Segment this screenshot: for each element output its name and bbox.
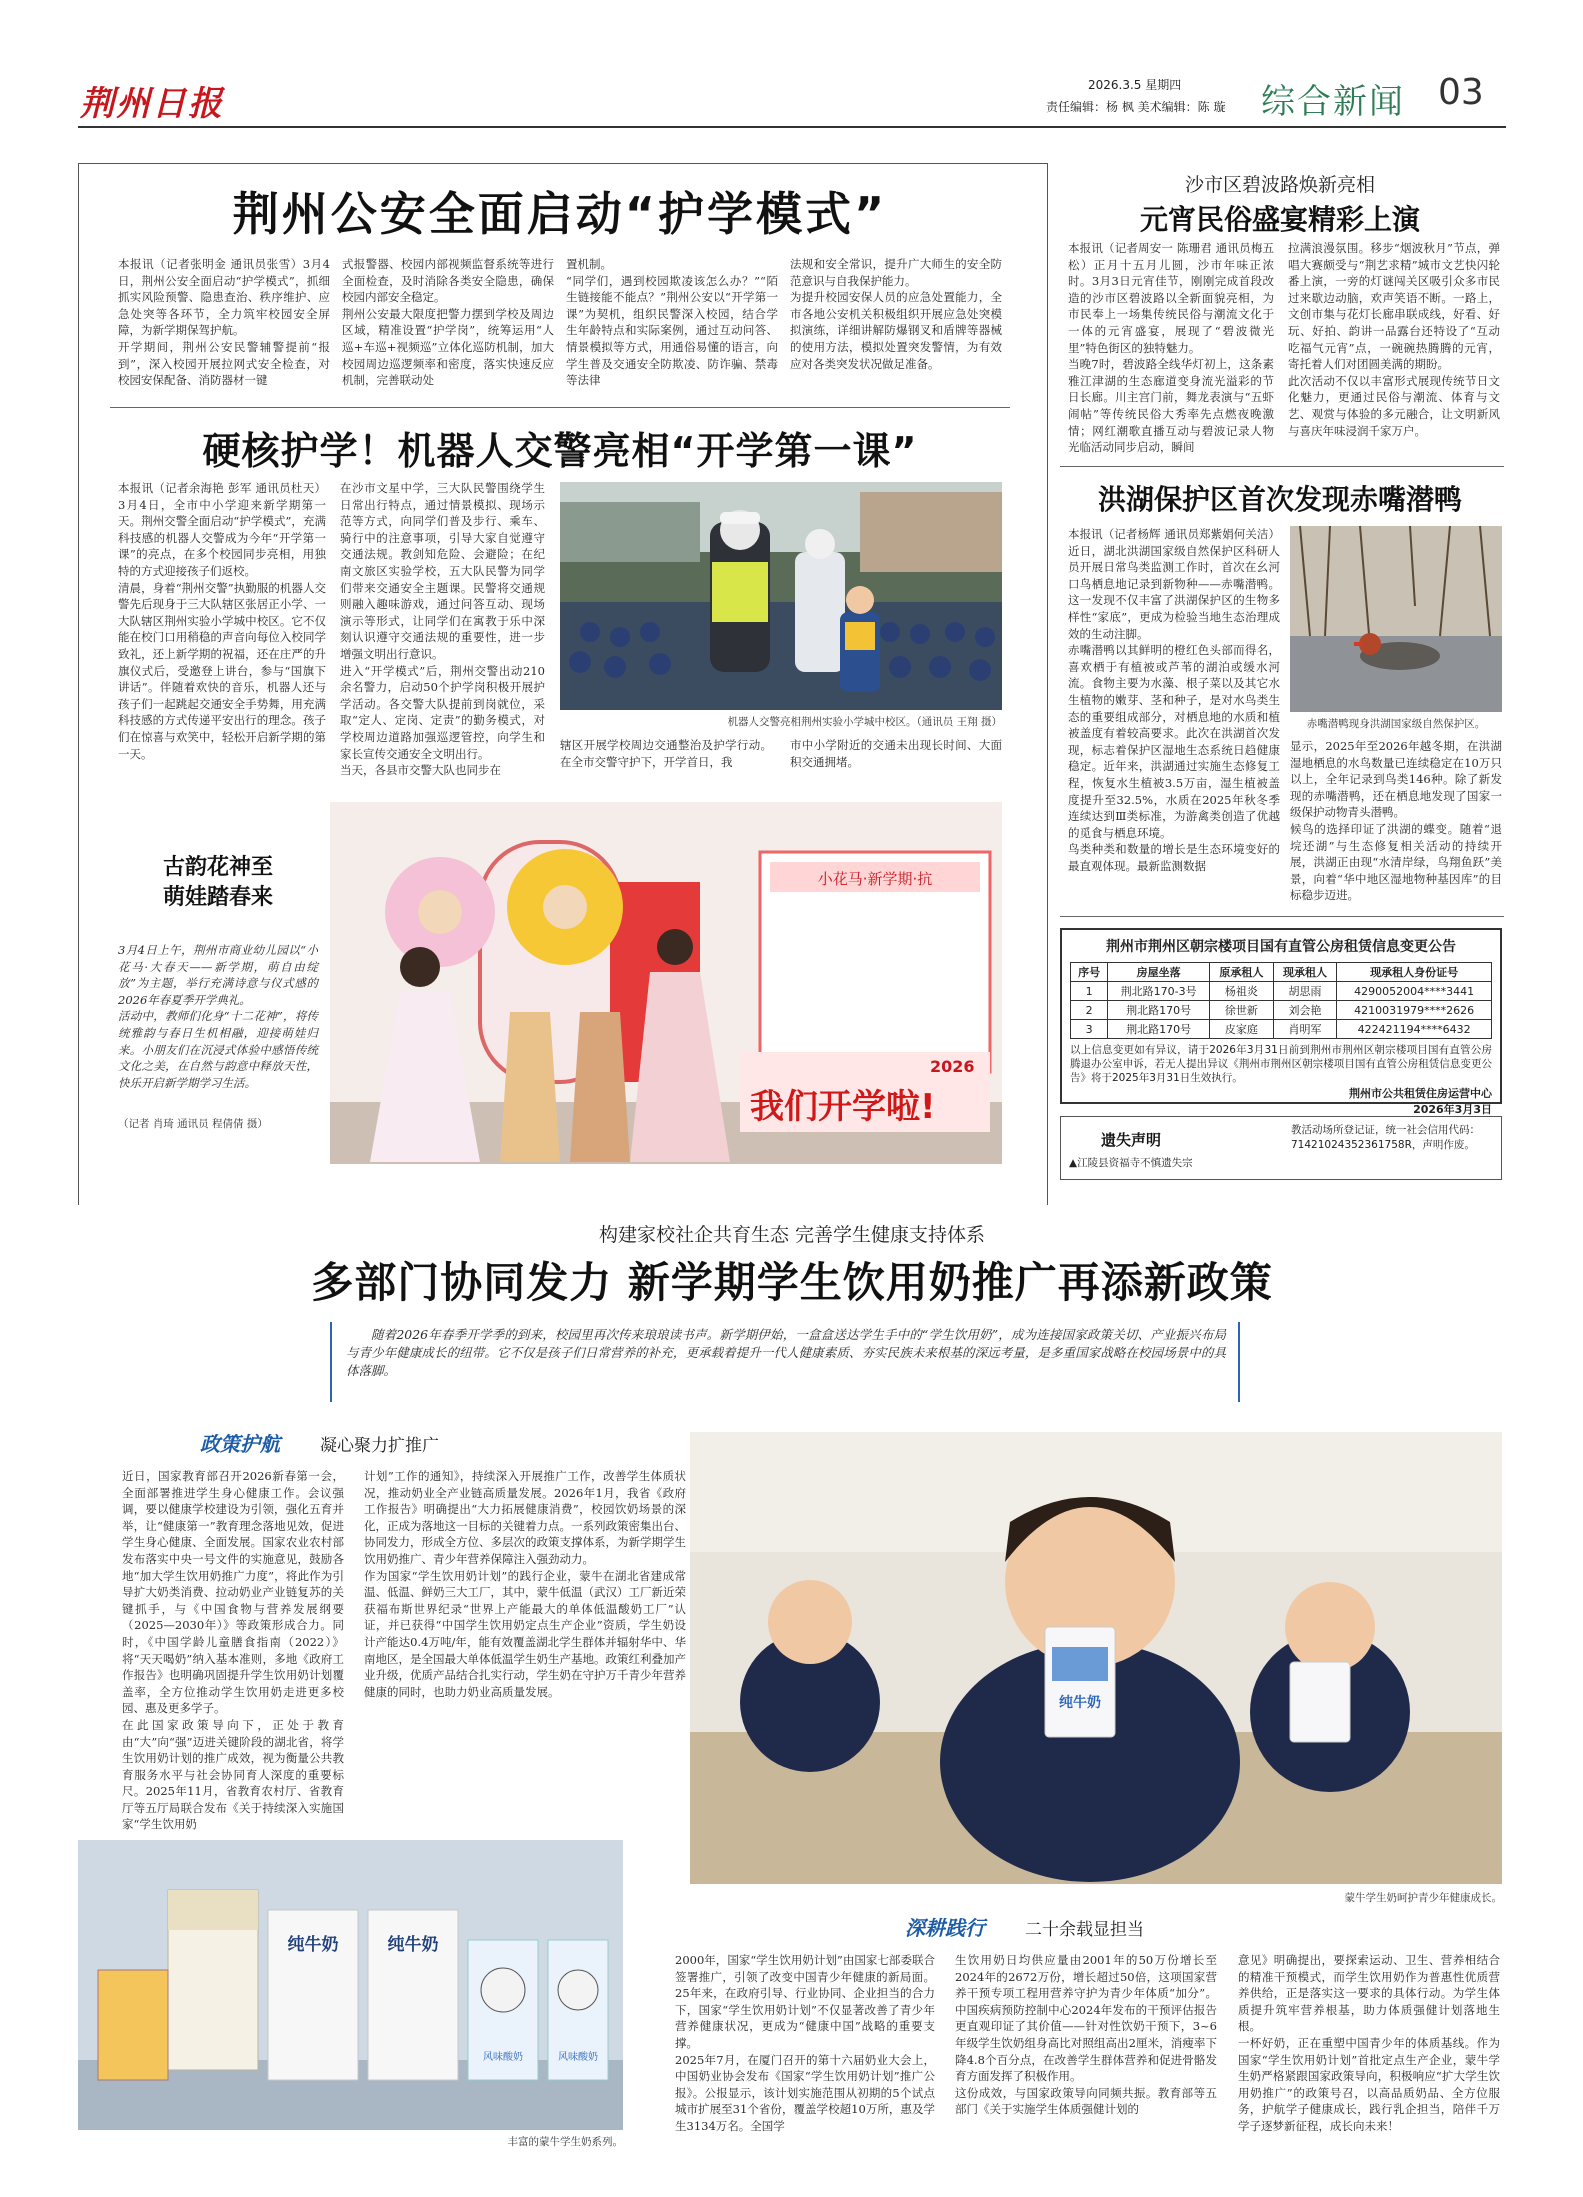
notice-box [1060, 928, 1502, 1116]
sub2-label: 深耕践行 [905, 1916, 985, 1940]
board-text: 小花马·新学期·抗 [817, 870, 933, 888]
article4-col2: 显示，2025年至2026年越冬期，在洪湖湿地栖息的水鸟数量已连续稳定在10万只以上，全年记录到鸟类146种。除了新发现的赤嘴潜鸭，还在栖息地发现了国家一级保护动物青头潜鸭。 候鸟的选择印证了洪湖的蝶变。随着“退垸还湖”与生态修复相关活动的持续开展，洪湖正由现“水清岸绿，鸟翔鱼跃”美景，向着“华中地区湿地物种基因库”的目标稳步迈进。 [1290, 739, 1502, 903]
table-row [1071, 982, 1492, 1001]
feature-intro: 随着2026年春季开学季的到来，校园里再次传来琅琅读书声。新学期伊始，一盒盒送达学生手中的“学生饮用奶”，成为连接国家政策关切、产业振兴布局与青少年健康成长的纽带。它不仅是孩子们日常营养的补充，更承载着提升一代人健康素质、夯实民族未来根基的深远考量，是多重国家战略在校园场景中的具体落脚。 [346, 1327, 1226, 1378]
banner-text: 我们开学啦! [750, 1087, 936, 1127]
table-cell: 徐世新 [1210, 1001, 1274, 1020]
table-cell: 刘会艳 [1273, 1001, 1337, 1020]
duck-photo [1290, 526, 1502, 712]
table-cell: 荆北路170-3号 [1108, 982, 1210, 1001]
table-cell: 杨祖炎 [1210, 982, 1274, 1001]
kindergarten-photo [330, 802, 1002, 1164]
table-cell: 3 [1071, 1020, 1108, 1039]
lost-statement-box [1060, 1116, 1502, 1180]
article1-col2: 式报警器、校园内部视频监督系统等进行全面检查，及时消除各类安全隐患，确保校园内部安全稳定。 荆州公安最大限度把警力摆到学校及周边区域，精准设置“护学岗”，统筹运用“人巡+车巡+视频巡”立体化巡防机制，加大校园周边巡逻频率和密度，落实快速反应机制，完善联动处 [342, 257, 554, 388]
feature-intro-box [330, 1322, 1240, 1402]
feature-sub1-col1: 近日，国家教育部召开2026新春第一会，全面部署推进学生身心健康工作。会议强调，要以健康学校建设为引领，强化五育并举，让“健康第一”教育理念落地见效，促进学生身心健康、全面发展。国家农业农村部发布落实中央一号文件的实施意见，鼓励各地“加大学生饮用奶推广力度”，将此作为引导扩大奶类消费、拉动奶业产业链复苏的关键抓手，与《中国食物与营养发展纲要（2025—2030年）》等政策形成合力。同时，《中国学龄儿童膳食指南（2022）》将“天天喝奶”纳入基本准则，多地《政府工作报告》也明确巩固提升学生饮用奶计划覆盖率，全方位推动学生饮用奶走进更多校园、惠及更多学子。 在此国家政策导向下，正处于教育由“大”向“强”迈进关键阶段的湖北省，将学生饮用奶计划的推广成效，视为衡量公共教育服务水平与社会协同育人深度的重要标尺。2025年11月，省教育农村厅、省教育厅等五厅局联合发布《关于持续深入实施国家“学生饮用奶 [122, 1469, 344, 1832]
notice-col-header: 房屋坐落 [1108, 963, 1210, 982]
lost-statement-right: 教活动场所登记证，统一社会信用代码：71421024352361758R，声明作废。 [1291, 1124, 1480, 1151]
sub1-title: 凝心聚力扩推广 [320, 1436, 439, 1456]
masthead [78, 70, 1508, 130]
notice-col-header: 原承租人 [1210, 963, 1274, 982]
feature-sub2-col3: 意见》明确提出，要探索运动、卫生、营养相结合的精准干预模式，而学生饮用奶作为普惠性优质营养供给，正是落实这一要求的具体行动。为学生体质提升筑牢营养根基，助力体质强健计划落地生根。 一杯好奶，正在重塑中国青少年的体质基线。作为国家“学生饮用奶计划”首批定点生产企业，蒙牛学生奶严格紧跟国家政策导向，积极响应“扩大学生饮用奶推广”的政策号召，以高品质奶品、全方位服务，护航学子健康成长，践行乳企担当，陪伴千万学子逐梦新征程，成长向未来！ [1238, 1953, 1500, 2133]
duck-illustration [1290, 526, 1502, 712]
sub2-header [905, 1912, 1305, 1938]
product-label-4: 风味酸奶 [558, 2052, 598, 2063]
students-milk-illustration [690, 1432, 1502, 1884]
kindergarten-illustration [330, 802, 1002, 1164]
table-cell: 胡思雨 [1273, 982, 1337, 1001]
table-cell: 肖明军 [1273, 1020, 1337, 1039]
carton-label: 纯牛奶 [1059, 1695, 1101, 1711]
notice-col-header: 序号 [1071, 963, 1108, 982]
article1-col4: 法规和安全常识，提升广大师生的安全防范意识与自我保护能力。 为提升校园安保人员的应急处置能力，全市各地公安机关积极组织开展应急处突模拟演练，详细讲解防爆钢叉和盾牌等器械的使用方法，模拟处置突发警情，为有效应对各类突发状况做足准备。 [790, 257, 1002, 371]
table-cell: 2 [1071, 1001, 1108, 1020]
table-row [1071, 1001, 1492, 1020]
article5-credit: （记者 肖琦 通讯员 程倩倩 摄） [118, 1118, 268, 1130]
article3-headline: 硬核护学！机器人交警亮相“开学第一课” [202, 429, 918, 473]
duck-photo-caption: 赤嘴潜鸭现身洪湖国家级自然保护区。 [1306, 718, 1486, 730]
robot-police-photo [560, 482, 1002, 710]
table-row [1071, 1020, 1492, 1039]
notice-body: 以上信息变更如有异议，请于2026年3月31日前到荆州市荆州区朝宗楼项目国有直管公房腾退办公室申诉，若无人提出异议《荆州市荆州区朝宗楼项目国有直管公房租赁信息变更公告》将于2025年3月31日生效执行。 [1070, 1044, 1492, 1084]
feature-sub2-col1: 2000年，国家“学生饮用奶计划”由国家七部委联合签署推广，引领了改变中国青少年健康的新局面。25年来，在政府引导、行业协同、企业担当的合力下，国家“学生饮用奶计划”不仅显著改善了青少年营养健康状况，更成为“健康中国”战略的重要支撑。 2025年7月，在厦门召开的第十六届奶业大会上，中国奶业协会发布《国家“学生饮用奶计划”推广公报》。公报显示，该计划实施范围从初期的5个试点城市扩展至31个省份，覆盖学校超10万所，惠及学生3134万名。全国学 [675, 1953, 935, 2133]
article3-col4: 市中小学附近的交通未出现长时间、大面积交通拥堵。 [790, 738, 1002, 769]
newspaper-logo: 荆州日报 [80, 84, 224, 124]
notice-col-header: 现承租人 [1273, 963, 1337, 982]
article3-col2: 在沙市文星中学，三大队民警围绕学生日常出行特点，通过情景模拟、现场示范等方式，向同学们普及步行、乘车、骑行中的注意事项，引导大家自觉遵守交通法规。教剑知危险、会避险；在纪南文旅区实验学校，五大队民警为同学们带来交通安全主题课。民警将交通规则融入趣味游戏，通过问答互动、现场演示等形式，让同学们在寓教于乐中深刻认识遵守交通法规的重要性，进一步增强文明出行意识。 进入“开学模式”后，荆州交警出动210余名警力，启动50个护学岗积极开展护学活动。各交警大队提前到岗就位，采取“定人、定岗、定责”的勤务模式，对学校周边道路加强巡逻管控，向学生和家长宣传交通安全文明出行。 当天，各县市交警大队也同步在 [340, 481, 545, 778]
robot-photo-caption: 机器人交警亮相荆州实验小学城中校区。（通讯员 王翔 摄） [727, 716, 1002, 728]
table-cell: 荆北路170号 [1108, 1020, 1210, 1039]
article2-divider [1060, 466, 1504, 467]
table-cell: 4290052004****3441 [1337, 982, 1492, 1001]
article1-col3: 置机制。 “同学们，遇到校园欺凌该怎么办？”“陌生链接能不能点？”荆州公安以“开学第一课”为契机，组织民警深入校园，结合学生年龄特点和实际案例，通过互动问答、情景模拟等方式，用通俗易懂的语言，向学生普及交通安全防欺凌、防诈骗、禁毒等法律 [566, 257, 778, 388]
table-cell: 4210031979****2626 [1337, 1001, 1492, 1020]
notice-date: 2026年3月3日 [1413, 1103, 1492, 1116]
issue-date: 2026.3.5 星期四 [1088, 78, 1182, 92]
article5-headline-line1: 古韵花神至 [162, 855, 273, 880]
feature-sub2-col2: 生饮用奶日均供应量由2001年的50万份增长至2024年的2672万份，增长超过50倍，这项国家营养干预专项工程用营养守护为青少年体质“加分”。中国疾病预防控制中心2024年发布的干预评估报告更直观印证了其价值——针对性饮奶干预下，3~6年级学生饮奶组身高比对照组高出2厘米，消瘦率下降4.8个百分点，在改善学生群体营养和促进骨骼发育方面发挥了积极作用。 这份成效，与国家政策导向同频共振。教育部等五部门《关于实施学生体质强健计划的 [955, 1953, 1217, 2117]
notice-title: 荆州市荆州区朝宗楼项目国有直管公房租赁信息变更公告 [1106, 939, 1456, 955]
banner-year: 2026 [930, 1057, 975, 1076]
product-label-2: 纯牛奶 [387, 1935, 439, 1955]
article5-body: 3月4日上午，荆州市商业幼儿园以“小花马·大春天——新学期，萌自由绽放”为主题，举行充满诗意与仪式感的2026年春夏季开学典礼。 活动中，教师们化身“十二花神”，将传统雅韵与春日生机相融，迎接萌娃归来。小朋友们在沉浸式体验中感悟传统文化之美，在自然与韵意中释放天性，快乐开启新学期学习生活。 [118, 943, 318, 1090]
article2-col2: 拉满浪漫氛围。移步“烟波秋月”节点，弹唱大赛颇受与“荆艺求精”城市文艺快闪轮番上演，一旁的灯谜闯关区吸引众多市民过来歇边动脑，欢声笑语不断。一路上，文创市集与花灯长廊串联成线，好看、好玩、好拍、韵讲一品露台还特设了“互动吃福气元宵”点，一碗碗热腾腾的元宵，寄托着人们对团圆美满的期盼。 此次活动不仅以丰富形式展现传统节日文化魅力，更通过民俗与潮流、体育与文艺、观赏与体验的多元融合，让文明新风与喜庆年味浸润千家万户。 [1288, 241, 1500, 438]
article4-headline: 洪湖保护区首次发现赤嘴潜鸭 [1097, 483, 1462, 516]
milk-products-photo [78, 1840, 623, 2130]
article1-headline: 荆州公安全面启动“护学模式” [232, 187, 888, 241]
page-number: 03 [1438, 72, 1484, 113]
masthead-rule [78, 126, 1506, 128]
article1-col1: 本报讯（记者张明金 通讯员张雪）3月4日，荆州公安全面启动“护学模式”，抓细抓实风险预警、隐患查治、秩序维护、应急处突等各环节，全力筑牢校园安全屏障，为新学期保驾护航。 开学期间，荆州公安民警辅警提前“报到”，深入校园开展拉网式安全检查，对校园安保配备、消防器材一键 [118, 257, 330, 388]
article4-col1: 本报讯（记者杨辉 通讯员郑紫娟何关洁）近日，湖北洪湖国家级自然保护区科研人员开展日常鸟类监测工作时，首次在幺河口鸟栖息地记录到新物种——赤嘴潜鸭。这一发现不仅丰富了洪湖保护区的生物多样性“家底”，更成为检验当地生态治理成效的生动注脚。 赤嘴潜鸭以其鲜明的橙红色头部而得名，喜欢栖于有植被或芦苇的湖泊或缓水河流。食物主要为水藻、根子菜以及其它水生植物的嫩芽、茎和种子，是对水鸟类生态的重要组成部分，对栖息地的水质和植被盖度有着较高要求。此次在洪湖首次发现，标志着保护区湿地生态系统日趋健康稳定。近年来，洪湖通过实施生态修复工程，恢复水生植被3.5万亩，湿生植被盖度提升至32.5%，水质在2025年秋冬季连续达到Ⅲ类标准，为游禽类创造了优越的觅食与栖息环境。 鸟类种类和数量的增长是生态环境变好的最直观体现。最新监测数据 [1068, 527, 1280, 873]
students-photo-caption: 蒙牛学生奶呵护青少年健康成长。 [1344, 1892, 1502, 1904]
feature-kicker: 构建家校社企共育生态 完善学生健康支持体系 [598, 1224, 986, 1246]
milk-products-illustration [78, 1840, 623, 2130]
article2-col1: 本报讯（记者周安一 陈珊君 通讯员梅五松）正月十五月儿圆，沙市年味正浓时。3月3日元宵佳节，刚刚完成首段改造的沙市区碧波路以全新面貌亮相，为市民奉上一场集传统民俗与潮流文化于一体的元宵盛宴，展现了“碧波微光里”特色街区的独特魅力。 当晚7时，碧波路全线华灯初上，这条素雅江津湖的生态廊道变身流光溢彩的节日长廊。川主宫门前，舞龙表演与“五虾闹帖”等传统民俗大秀率先点燃夜晚激情；网红潮歌直播互动与碧波记录人物光临活动同步启动，瞬间 [1068, 241, 1274, 455]
notice-table-header [1071, 963, 1492, 982]
products-photo-caption: 丰富的蒙牛学生奶系列。 [507, 2136, 623, 2148]
students-milk-photo [690, 1432, 1502, 1884]
table-cell: 荆北路170号 [1108, 1001, 1210, 1020]
robot-police-illustration [560, 482, 1002, 710]
product-label-1: 纯牛奶 [287, 1935, 339, 1955]
article2-headline: 元宵民俗盛宴精彩上演 [1139, 203, 1420, 236]
lost-statement-left: ▲江陵县资福寺不慎遗失宗 [1069, 1157, 1193, 1169]
article5-headline-line2: 萌娃踏春来 [162, 885, 273, 910]
product-label-3: 风味酸奶 [483, 2052, 523, 2063]
feature-headline: 多部门协同发力 新学期学生饮用奶推广再添新政策 [311, 1258, 1273, 1307]
article2-kicker: 沙市区碧波路焕新亮相 [1184, 174, 1375, 196]
notice-col-header: 现承租人身份证号 [1337, 963, 1492, 982]
notice-table [1070, 962, 1492, 1039]
lost-statement-title: 遗失声明 [1101, 1131, 1162, 1149]
sub2-title: 二十余载显担当 [1025, 1920, 1144, 1940]
notice-signer: 荆州市公共租赁住房运营中心 [1349, 1087, 1492, 1100]
section-title: 综合新闻 [1261, 82, 1405, 122]
sub1-label: 政策护航 [200, 1432, 280, 1456]
article1-divider [110, 407, 1010, 408]
article4-divider [1060, 916, 1504, 917]
table-cell: 422421194****6432 [1337, 1020, 1492, 1039]
sub1-header [200, 1428, 600, 1454]
table-cell: 皮家庭 [1210, 1020, 1274, 1039]
feature-sub1-col2: 计划”工作的通知》，持续深入开展推广工作，改善学生体质状况，推动奶业全产业链高质量发展。2026年1月，我省《政府工作报告》明确提出“大力拓展健康消费”，校园饮奶场景的深化，正成为落地这一目标的关键着力点。一系列政策密集出台、协同发力，形成全方位、多层次的政策支撑体系，为新学期学生饮用奶推广、青少年营养保障注入强劲动力。 作为国家“学生饮用奶计划”的践行企业，蒙牛在湖北省建成常温、低温、鲜奶三大工厂，其中，蒙牛低温（武汉）工厂新近荣获福布斯世界纪录“世界上产能最大的单体低温酸奶工厂”认证，并已获得“中国学生饮用奶定点生产企业”资质，学生奶设计产能达0.4万吨/年，能有效覆盖湖北学生群体并辐射华中、华南地区，是全国最大单体低温学生奶生产基地。政策红利叠加产业升级，优质产品结合扎实行动，学生奶在守护万千青少年营养健康的同时，也助力奶业高质量发展。 [364, 1469, 686, 1699]
article3-col1: 本报讯（记者余海艳 彭军 通讯员杜天）3月4日，全市中小学迎来新学期第一天。荆州交警全面启动“护学模式”，充满科技感的机器人交警成为今年“开学第一课”的亮点，在多个校园同步亮相，用独特的方式迎接孩子们返校。 清晨，身着“荆州交警”执勤服的机器人交警先后现身于三大队辖区张居正小学、一大队辖区荆州实验小学城中校区。它不仅能在校门口用稍稳的声音向每位入校同学致礼，还上新学期的祝福，还在庄严的升旗仪式后，受邀登上讲台，参与“国旗下讲话”。伴随着欢快的音乐，机器人还与孩子们一起跳起交通安全手势舞，用充满科技感的方式传递平安出行的理念。孩子们在惊喜与欢笑中，轻松开启新学期的第一天。 [118, 481, 326, 761]
editor-credits: 责任编辑：杨 枫 美术编辑：陈 璇 [1046, 100, 1226, 114]
article3-col3: 辖区开展学校周边交通整治及护学行动。在全市交警守护下，开学首日，我 [560, 738, 772, 769]
table-cell: 1 [1071, 982, 1108, 1001]
